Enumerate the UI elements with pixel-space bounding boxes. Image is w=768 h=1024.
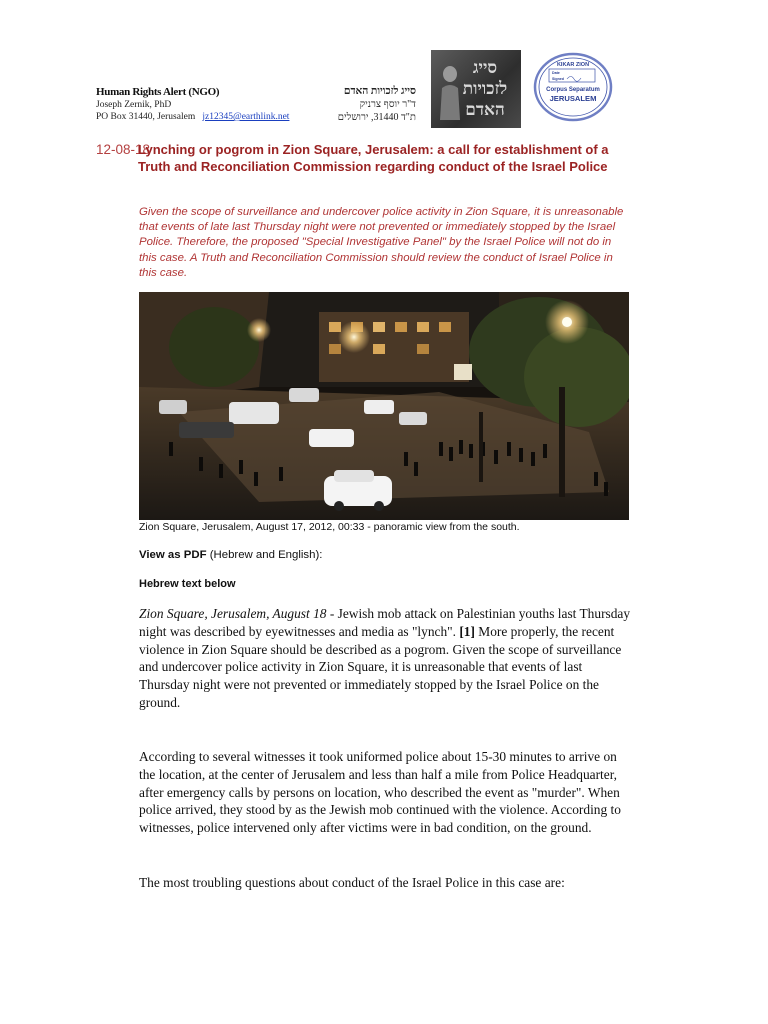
- org-address-line: [96, 112, 289, 122]
- kikar-zion-seal: [533, 52, 613, 122]
- paragraph-2: According to several witnesses it took uniformed police about 15-30 minutes to arrive on the location, at the center of Jerusalem and less than half a mile from Police Headquarter, after emergency calls by persons on location, who described the event as "murder". When police arrived, they stood by as the Jewish mob continued with the violence. According to witnesses, police intervened only after victims were in bad condition, on the ground.: [139, 749, 621, 836]
- org-email-link[interactable]: jz12345@earthlink.net: [202, 112, 290, 122]
- org-address: PO Box 31440, Jerusalem: [96, 112, 196, 122]
- article-summary: Given the scope of surveillance and undercover police activity in Zion Square, it is unreasonable that events of late last Thursday night were not prevented or immediately stopped by the Israel Police. Therefore, the proposed "Special Investigative Panel" by the Israel Police will not do in this case. A Truth and Reconciliation Commission should review the conduct of Israel Police in this case.: [139, 206, 624, 279]
- paragraph-1-text-b: More properly, the recent violence in Zion Square should be described as a pogrom. Given the scope of surveillance and undercover police activity in Zion Square, it is unreasonable that events of last Thursday night were not prevented or immediately stopped by the Israel Police on the ground.: [139, 623, 622, 710]
- view-pdf-link[interactable]: View as PDF: [139, 549, 207, 561]
- paragraph-1-lead: Zion Square, Jerusalem, August 18: [139, 606, 327, 621]
- view-pdf-line: [139, 549, 322, 561]
- article-title-block: [96, 142, 636, 175]
- hebrew-address: ת"ד 31440, ירושלים: [337, 112, 416, 123]
- logo-text: סייג לזכויות האדם: [462, 57, 508, 120]
- seal-signed-text: Signed: [552, 77, 564, 81]
- seal-top-text: KIKAR ZION: [556, 62, 590, 68]
- article-title: Lynching or pogrom in Zion Square, Jerusalem: a call for establishment of a Truth and Reconciliation Commission regarding conduct of the Israel Police: [138, 142, 609, 174]
- hebrew-text-below-label: Hebrew text below: [139, 578, 236, 590]
- hebrew-org-name: סייג לזכויות האדם: [343, 86, 416, 97]
- zion-square-photo: [139, 292, 629, 520]
- org-person: Joseph Zernik, PhD: [96, 100, 172, 110]
- org-name: Human Rights Alert (NGO): [96, 86, 220, 98]
- seal-bottom-text: JERUSALEM: [549, 94, 597, 103]
- photo-caption: Zion Square, Jerusalem, August 17, 2012, 00:33 - panoramic view from the south.: [139, 521, 520, 533]
- seal-middle-text: Corpus Separatum: [546, 87, 600, 93]
- paragraph-1-text-a: - Jewish mob attack on Palestinian youths last Thursday night was described by eyewitnesses and media as "lynch".: [139, 606, 631, 639]
- paragraph-3: The most troubling questions about conduct of the Israel Police in this case are:: [139, 875, 565, 890]
- seal-date-text: Date: [552, 71, 560, 75]
- org-logo: [431, 50, 521, 128]
- footnote-ref-1[interactable]: [1]: [459, 623, 475, 639]
- paragraph-1: [139, 605, 631, 712]
- view-pdf-rest: (Hebrew and English):: [206, 549, 323, 561]
- hebrew-person: ד"ר יוסף צרניק: [359, 99, 416, 110]
- article-date: 12-08-18: [96, 142, 151, 157]
